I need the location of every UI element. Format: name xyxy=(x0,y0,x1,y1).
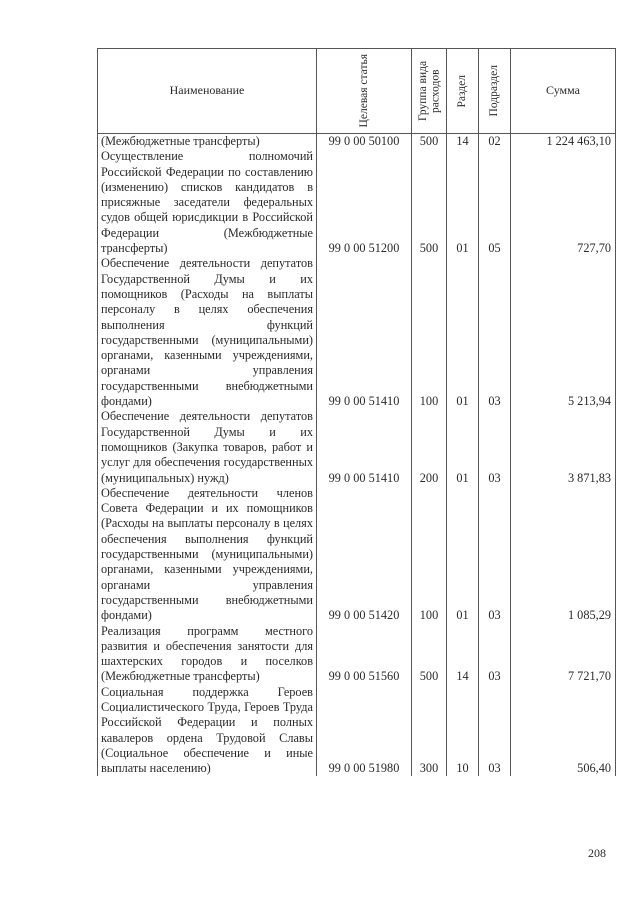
row-sum: 5 213,94 xyxy=(511,256,616,409)
row-section: 14 xyxy=(447,134,479,150)
row-code: 99 0 00 51420 xyxy=(317,486,412,624)
table-row xyxy=(98,149,616,256)
row-subsection: 03 xyxy=(479,685,511,777)
row-sum: 1 224 463,10 xyxy=(511,134,616,150)
budget-table xyxy=(97,48,616,776)
row-code: 99 0 00 50100 xyxy=(317,134,412,150)
row-group: 500 xyxy=(412,149,447,256)
header-subsection xyxy=(479,49,511,134)
row-code: 99 0 00 51980 xyxy=(317,685,412,777)
row-sum: 7 721,70 xyxy=(511,624,616,685)
row-subsection: 03 xyxy=(479,256,511,409)
row-name-text: Осуществление полномочий Российской Федерации по составлению (изменению) списков кандидатов в присяжные заседатели федеральных судов общей юрисдикции в Российской Федерации (Межбюджетные трансферты) xyxy=(101,149,313,256)
page-number: 208 xyxy=(588,846,606,860)
table-row xyxy=(98,409,616,485)
row-subsection: 02 xyxy=(479,134,511,150)
row-name-text: (Межбюджетные трансферты) xyxy=(101,134,260,148)
row-sum: 1 085,29 xyxy=(511,486,616,624)
table-row xyxy=(98,685,616,777)
header-code-label: Целевая статья xyxy=(357,54,370,128)
row-group: 100 xyxy=(412,486,447,624)
row-name xyxy=(98,149,317,256)
header-group-label: Группа вида расходов xyxy=(416,60,441,122)
row-name xyxy=(98,134,317,150)
row-group: 500 xyxy=(412,134,447,150)
table-row xyxy=(98,256,616,409)
row-group: 100 xyxy=(412,256,447,409)
row-section: 14 xyxy=(447,624,479,685)
row-subsection: 03 xyxy=(479,409,511,485)
header-section xyxy=(447,49,479,134)
row-name xyxy=(98,256,317,409)
row-sum: 3 871,83 xyxy=(511,409,616,485)
row-section: 01 xyxy=(447,256,479,409)
row-name xyxy=(98,409,317,485)
table-row xyxy=(98,486,616,624)
row-section: 10 xyxy=(447,685,479,777)
header-name: Наименование xyxy=(98,49,317,134)
row-code: 99 0 00 51410 xyxy=(317,256,412,409)
row-group: 500 xyxy=(412,624,447,685)
table-body xyxy=(98,134,616,777)
row-name-text: Обеспечение деятельности членов Совета Федерации и их помощников (Расходы на выплаты персоналу в целях обеспечения выполнения функций государственными (муниципальными) органами, казенными учреждениями, органами управления государственными внебюджетными фондами) xyxy=(101,485,313,623)
row-sum: 506,40 xyxy=(511,685,616,777)
row-name-text: Обеспечение деятельности депутатов Государственной Думы и их помощников (Расходы на выплаты персоналу в целях обеспечения выполнения функций государственными (муниципальными) органами, казенными учреждениями, органами управления государственными внебюджетными фондами) xyxy=(101,256,313,409)
row-subsection: 05 xyxy=(479,149,511,256)
row-name-text: Социальная поддержка Героев Социалистического Труда, Героев Труда Российской Федерации и полных кавалеров ордена Трудовой Славы (Социальное обеспечение и иные выплаты населению) xyxy=(101,684,313,776)
header-section-label: Раздел xyxy=(456,74,469,108)
row-name xyxy=(98,624,317,685)
table-header-row xyxy=(98,49,616,134)
row-subsection: 03 xyxy=(479,486,511,624)
row-section: 01 xyxy=(447,409,479,485)
header-subsection-label: Подраздел xyxy=(488,65,501,117)
row-name-text: Обеспечение деятельности депутатов Государственной Думы и их помощников (Закупка товаров, работ и услуг для обеспечения государственных (муниципальных) нужд) xyxy=(101,409,313,485)
row-group: 300 xyxy=(412,685,447,777)
header-group xyxy=(412,49,447,134)
row-section: 01 xyxy=(447,486,479,624)
row-code: 99 0 00 51560 xyxy=(317,624,412,685)
row-code: 99 0 00 51410 xyxy=(317,409,412,485)
row-code: 99 0 00 51200 xyxy=(317,149,412,256)
row-subsection: 03 xyxy=(479,624,511,685)
row-name xyxy=(98,486,317,624)
row-group: 200 xyxy=(412,409,447,485)
header-code xyxy=(317,49,412,134)
row-name-text: Реализация программ местного развития и обеспечения занятости для шахтерских городов и поселков (Межбюджетные трансферты) xyxy=(101,623,313,684)
header-sum: Сумма xyxy=(511,49,616,134)
table-row xyxy=(98,134,616,150)
row-section: 01 xyxy=(447,149,479,256)
table-row xyxy=(98,624,616,685)
row-name xyxy=(98,685,317,777)
row-sum: 727,70 xyxy=(511,149,616,256)
